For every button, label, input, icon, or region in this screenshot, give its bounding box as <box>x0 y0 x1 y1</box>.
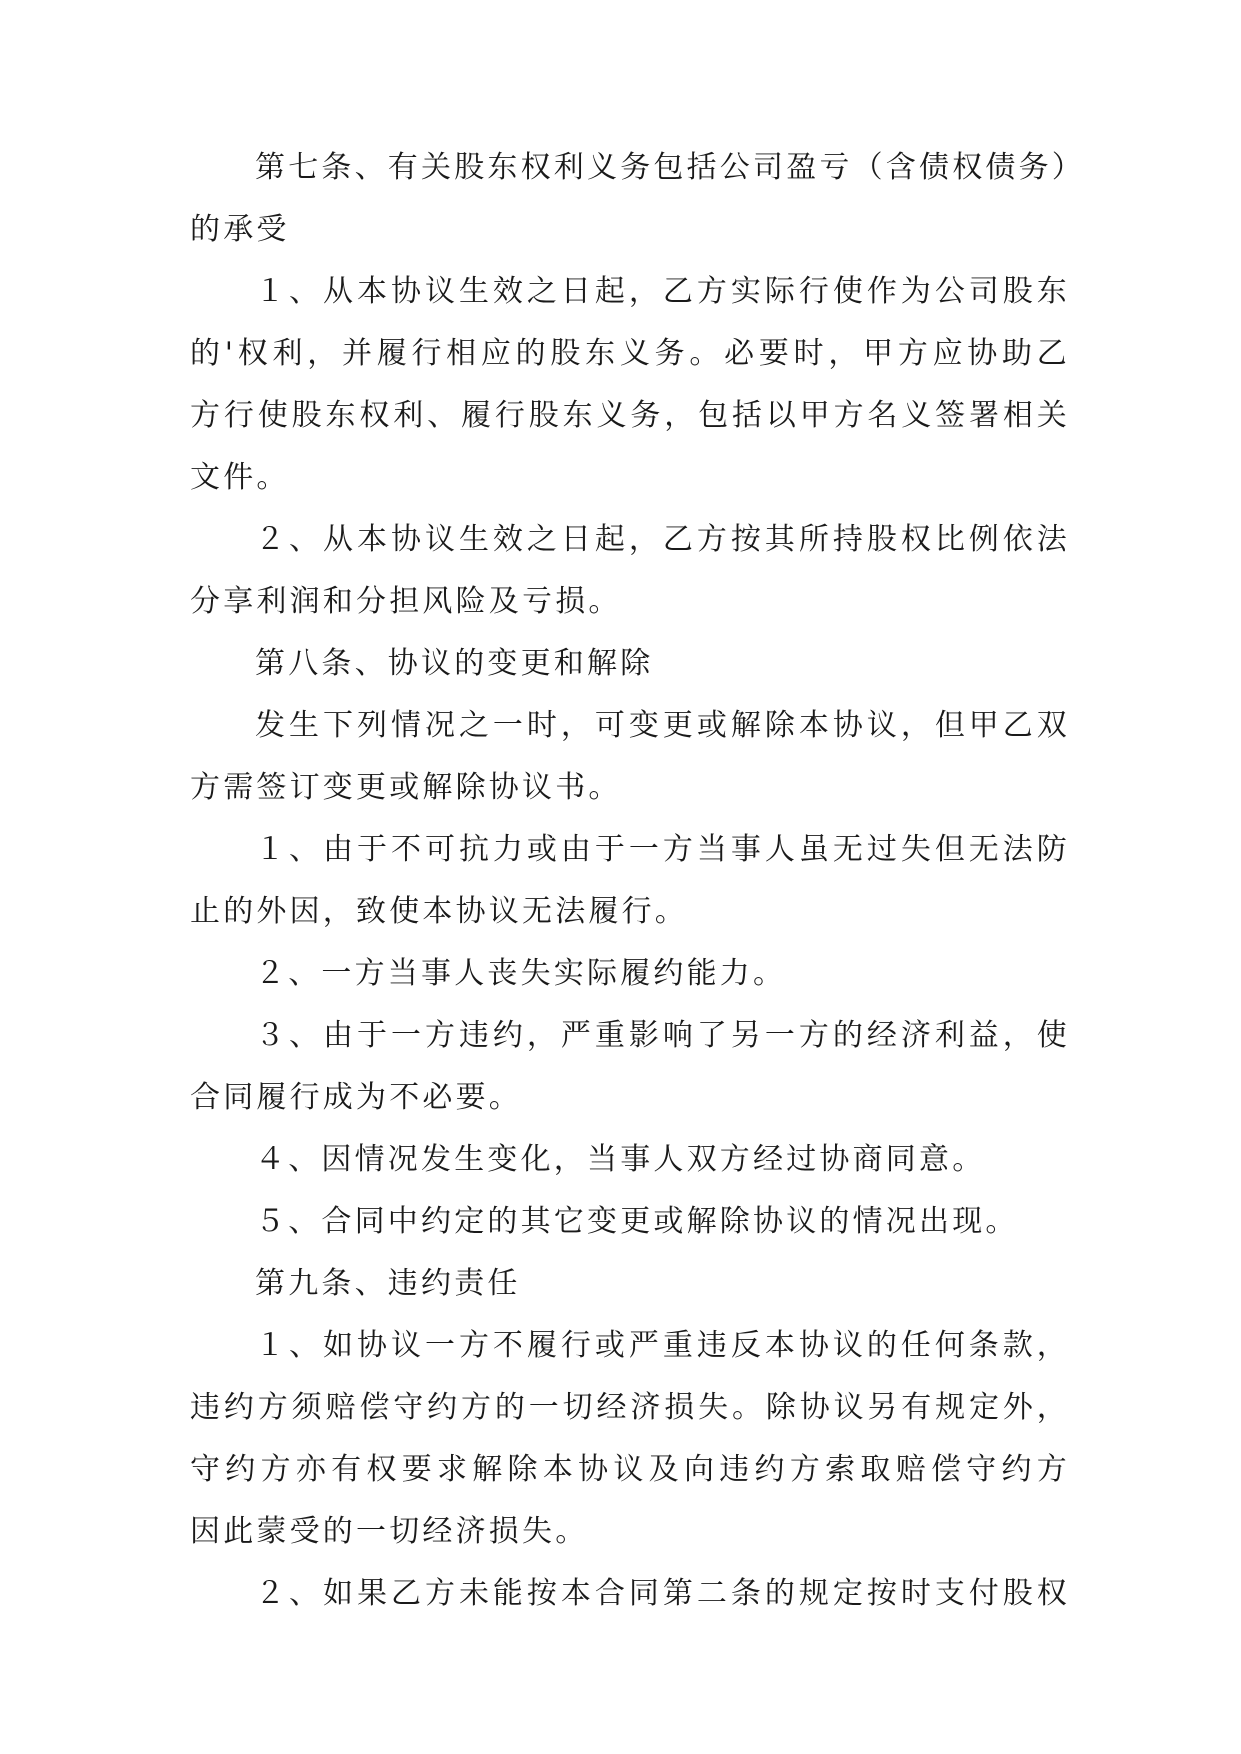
clause-9-1-cont: 守约方亦有权要求解除本协议及向违约方索取赔偿守约方 <box>190 1452 1070 1487</box>
clause-8-3: ３、由于一方违约，严重影响了另一方的经济利益，使 <box>255 1018 1070 1053</box>
clause-7-1-cont: 文件。 <box>190 460 290 495</box>
clause-9-2: ２、如果乙方未能按本合同第二条的规定按时支付股权 <box>255 1576 1070 1611</box>
article-9-heading: 第九条、违约责任 <box>255 1266 521 1301</box>
clause-9-1: １、如协议一方不履行或严重违反本协议的任何条款， <box>255 1328 1070 1363</box>
clause-7-2-cont: 分享利润和分担风险及亏损。 <box>190 584 622 619</box>
article-8-intro: 发生下列情况之一时，可变更或解除本协议，但甲乙双 <box>255 708 1070 743</box>
clause-9-1-cont: 违约方须赔偿守约方的一切经济损失。除协议另有规定外， <box>190 1390 1070 1425</box>
clause-7-1: １、从本协议生效之日起，乙方实际行使作为公司股东 <box>255 274 1070 309</box>
clause-9-1-cont: 因此蒙受的一切经济损失。 <box>190 1514 589 1549</box>
article-8-intro-cont: 方需签订变更或解除协议书。 <box>190 770 622 805</box>
clause-8-2: ２、一方当事人丧失实际履约能力。 <box>255 956 787 991</box>
clause-7-1-cont: 的'权利，并履行相应的股东义务。必要时，甲方应协助乙 <box>190 336 1070 371</box>
article-7-heading-cont: 的承受 <box>190 212 290 247</box>
clause-8-1-cont: 止的外因，致使本协议无法履行。 <box>190 894 688 929</box>
article-8-heading: 第八条、协议的变更和解除 <box>255 646 654 681</box>
clause-8-5: ５、合同中约定的其它变更或解除协议的情况出现。 <box>255 1204 1019 1239</box>
clause-8-3-cont: 合同履行成为不必要。 <box>190 1080 522 1115</box>
clause-8-4: ４、因情况发生变化，当事人双方经过协商同意。 <box>255 1142 986 1177</box>
article-7-heading: 第七条、有关股东权利义务包括公司盈亏（含债权债务） <box>255 150 1085 185</box>
clause-7-2: ２、从本协议生效之日起，乙方按其所持股权比例依法 <box>255 522 1070 557</box>
clause-7-1-cont: 方行使股东权利、履行股东义务，包括以甲方名义签署相关 <box>190 398 1070 433</box>
clause-8-1: １、由于不可抗力或由于一方当事人虽无过失但无法防 <box>255 832 1070 867</box>
